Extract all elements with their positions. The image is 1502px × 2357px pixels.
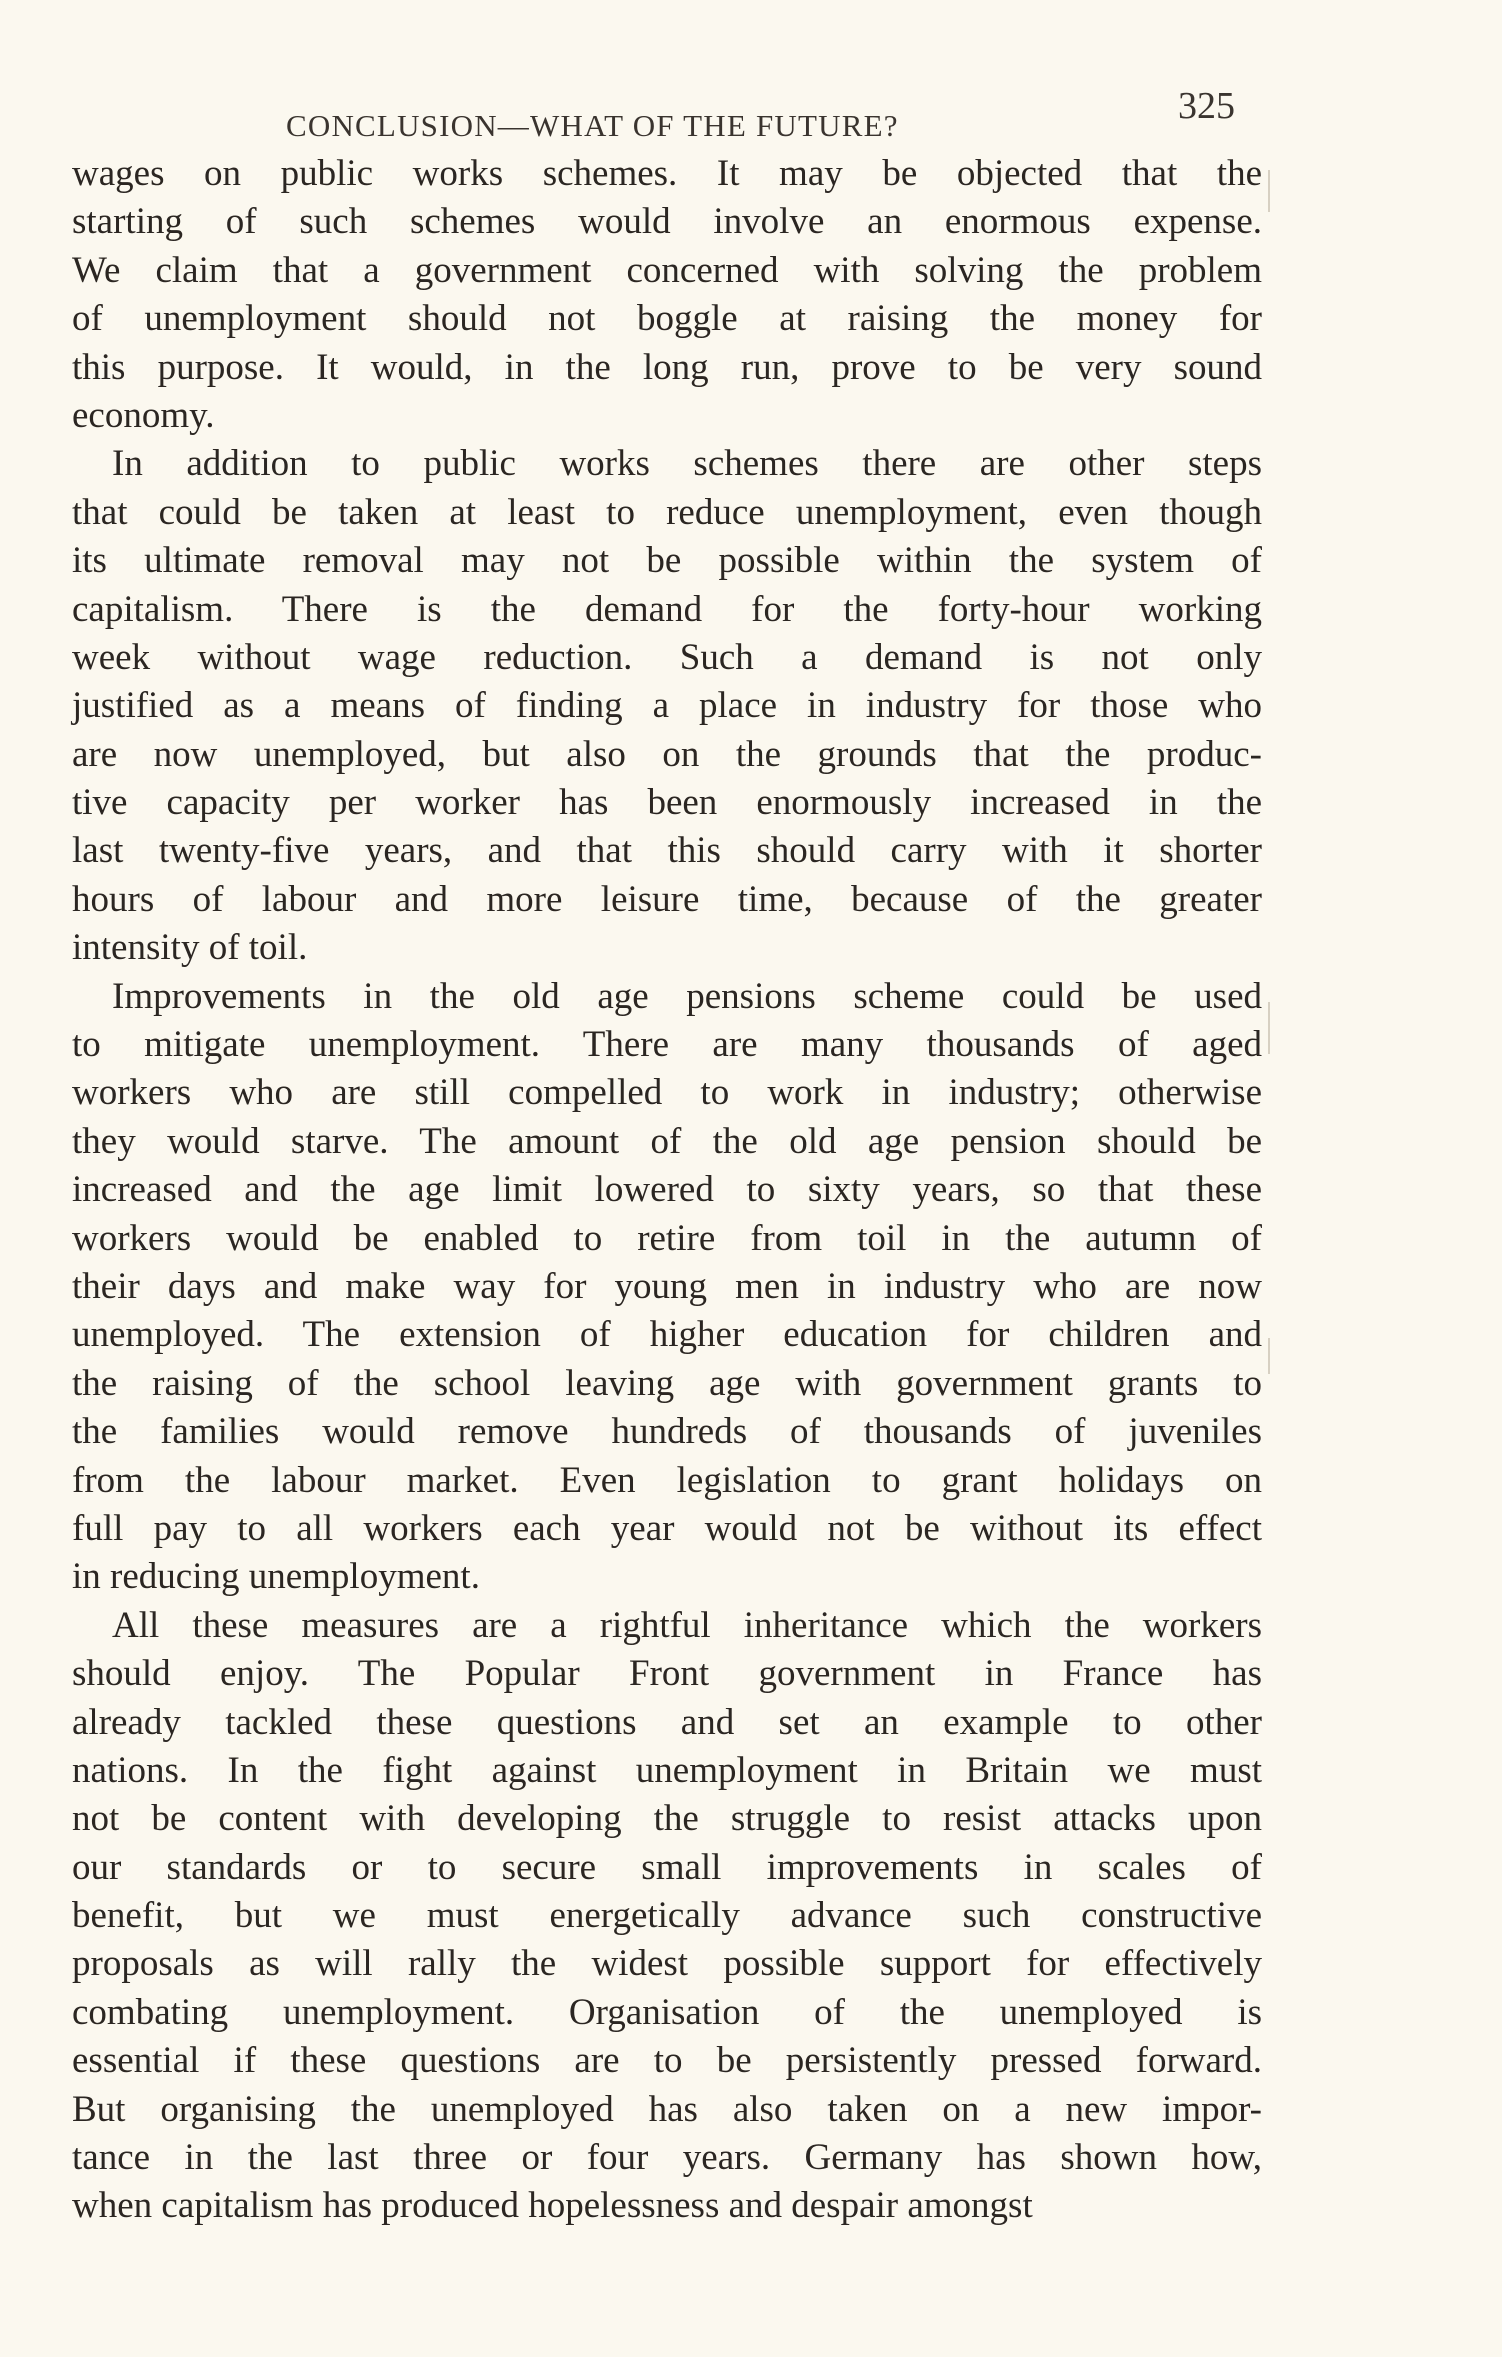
text-line: workers who are still compelled to work in industry; otherwise xyxy=(72,1072,1262,1114)
body-text xyxy=(72,150,1262,2231)
text-line: We claim that a government concerned with solving the problem xyxy=(72,249,1262,291)
right-margin-mark xyxy=(1268,1002,1270,1054)
right-margin-mark xyxy=(1268,1338,1270,1374)
text-line: All these measures are a rightful inheritance which the workers xyxy=(112,1604,1262,1646)
text-line: hours of labour and more leisure time, because of the greater xyxy=(72,878,1262,920)
text-line: workers would be enabled to retire from toil in the autumn of xyxy=(72,1217,1262,1259)
text-line: increased and the age limit lowered to sixty years, so that these xyxy=(72,1169,1262,1211)
text-line: proposals as will rally the widest possible support for effectively xyxy=(72,1943,1262,1985)
text-line: when capitalism has produced hopelessness and despair amongst xyxy=(72,2185,1033,2227)
text-line: But organising the unemployed has also taken on a new impor- xyxy=(72,2088,1262,2130)
text-line: Improvements in the old age pensions scheme could be used xyxy=(112,975,1262,1017)
text-line: not be content with developing the struggle to resist attacks upon xyxy=(72,1798,1262,1840)
text-line: benefit, but we must energetically advance such constructive xyxy=(72,1895,1262,1937)
text-line: should enjoy. The Popular Front government in France has xyxy=(72,1653,1262,1695)
text-line: week without wage reduction. Such a demand is not only xyxy=(72,636,1262,678)
text-line: are now unemployed, but also on the grounds that the produc- xyxy=(72,733,1262,775)
text-line: intensity of toil. xyxy=(72,927,308,969)
running-head: CONCLUSION—WHAT OF THE FUTURE? xyxy=(286,108,899,143)
text-line: their days and make way for young men in industry who are now xyxy=(72,1265,1262,1307)
text-line: capitalism. There is the demand for the forty-hour working xyxy=(72,588,1262,630)
text-line: the raising of the school leaving age with government grants to xyxy=(72,1362,1262,1404)
text-line: its ultimate removal may not be possible within the system of xyxy=(72,540,1262,582)
text-line: starting of such schemes would involve an enormous expense. xyxy=(72,201,1262,243)
text-line: full pay to all workers each year would not be without its effect xyxy=(72,1507,1262,1549)
text-line: of unemployment should not boggle at raising the money for xyxy=(72,298,1262,340)
text-line: they would starve. The amount of the old age pension should be xyxy=(72,1120,1262,1162)
text-line: unemployed. The extension of higher education for children and xyxy=(72,1314,1262,1356)
text-line: this purpose. It would, in the long run, prove to be very sound xyxy=(72,346,1262,388)
text-line: to mitigate unemployment. There are many thousands of aged xyxy=(72,1024,1262,1066)
text-line: our standards or to secure small improvements in scales of xyxy=(72,1846,1262,1888)
text-line: the families would remove hundreds of thousands of juveniles xyxy=(72,1411,1262,1453)
right-margin-mark xyxy=(1268,170,1270,212)
text-line: in reducing unemployment. xyxy=(72,1556,480,1598)
text-line: essential if these questions are to be persistently pressed forward. xyxy=(72,2040,1262,2082)
paragraph xyxy=(72,973,1262,1602)
text-line: wages on public works schemes. It may be objected that the xyxy=(72,153,1262,194)
text-line: justified as a means of finding a place in industry for those who xyxy=(72,685,1262,727)
page-number: 325 xyxy=(1178,85,1235,127)
text-line: In addition to public works schemes there are other steps xyxy=(112,443,1262,485)
text-line: tance in the last three or four years. Germany has shown how, xyxy=(72,2137,1262,2179)
text-line: last twenty-five years, and that this should carry with it shorter xyxy=(72,830,1262,872)
text-line: nations. In the fight against unemployment in Britain we must xyxy=(72,1749,1262,1791)
text-line: that could be taken at least to reduce unemployment, even though xyxy=(72,491,1262,533)
paragraph xyxy=(72,1602,1262,2231)
paragraph xyxy=(72,440,1262,972)
text-line: from the labour market. Even legislation to grant holidays on xyxy=(72,1459,1262,1501)
text-line: combating unemployment. Organisation of the unemployed is xyxy=(72,1991,1262,2033)
text-line: economy. xyxy=(72,394,215,436)
paragraph xyxy=(72,150,1262,440)
text-line: tive capacity per worker has been enormously increased in the xyxy=(72,782,1262,824)
text-line: already tackled these questions and set an example to other xyxy=(72,1701,1262,1743)
